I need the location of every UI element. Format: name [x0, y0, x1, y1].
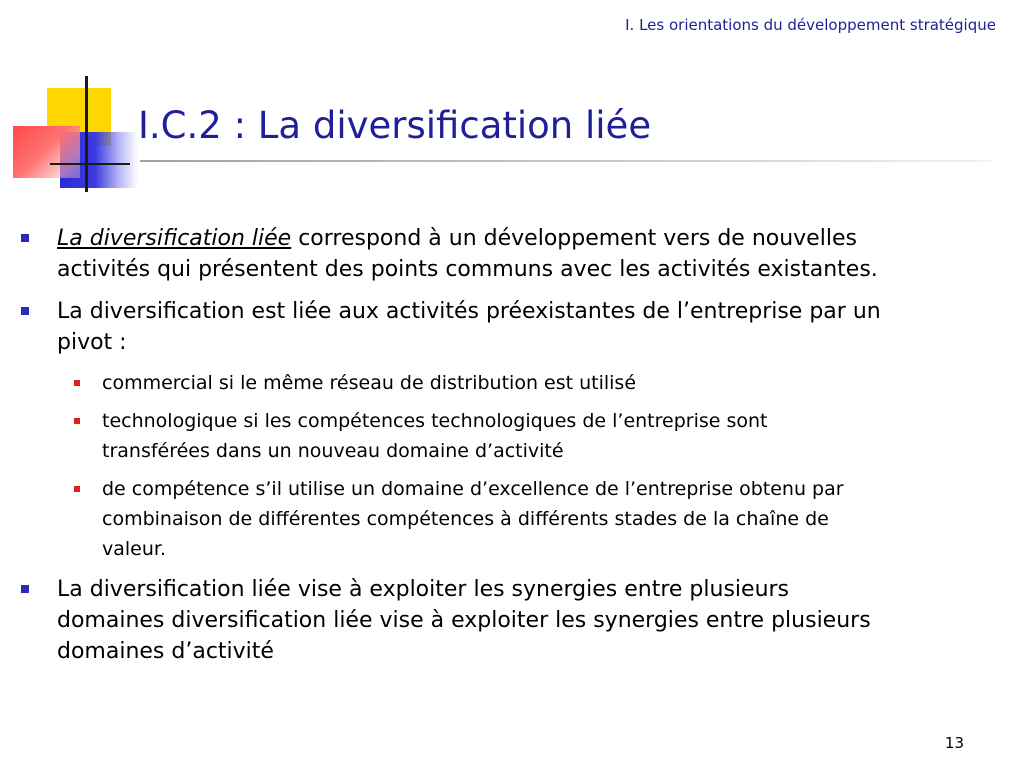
- bullet-square-icon: [21, 307, 29, 315]
- sub-bullet-3-line-1: de compétence s’il utilise un domaine d’excellence de l’entreprise obtenu par: [102, 478, 844, 500]
- bullet-1-line-2: activités qui présentent des points communs avec les activités existantes.: [57, 257, 878, 282]
- sub-bullet-1-line-1: commercial si le même réseau de distribution est utilisé: [102, 372, 637, 394]
- section-header: I. Les orientations du développement stratégique: [625, 16, 996, 34]
- bullet-3-line-1: La diversification liée vise à exploiter les synergies entre plusieurs: [57, 577, 790, 602]
- sub-bullet-square-icon: [74, 418, 80, 424]
- defined-term: La diversification liée: [57, 226, 292, 251]
- bullet-item-1: [57, 223, 992, 285]
- bullet-item-2: [57, 296, 992, 358]
- slide-title: I.C.2 : La diversification liée: [138, 104, 652, 147]
- sub-bullet-item-1: [102, 368, 992, 398]
- sub-bullet-item-3: [102, 474, 992, 564]
- bullet-3-line-3: domaines d’activité: [57, 639, 274, 664]
- sub-bullet-2-line-1: technologique si les compétences technologiques de l’entreprise sont: [102, 410, 768, 432]
- bullet-2-line-1: La diversification est liée aux activités préexistantes de l’entreprise par un: [57, 299, 881, 324]
- bullet-item-3: [57, 574, 992, 667]
- bullet-square-icon: [21, 234, 29, 242]
- sub-bullet-3-line-3: valeur.: [102, 538, 167, 560]
- sub-bullet-square-icon: [74, 380, 80, 386]
- bullet-square-icon: [21, 585, 29, 593]
- sub-bullet-square-icon: [74, 486, 80, 492]
- sub-bullet-3-line-2: combinaison de différentes compétences à différents stades de la chaîne de: [102, 508, 829, 530]
- page-number: 13: [944, 734, 964, 752]
- sub-bullet-2-line-2: transférées dans un nouveau domaine d’activité: [102, 440, 564, 462]
- bullet-3-line-2: domaines diversification liée vise à exploiter les synergies entre plusieurs: [57, 608, 871, 633]
- bullet-1-line-1-rest: correspond à un développement vers de nouvelles: [291, 226, 857, 251]
- sub-bullet-item-2: [102, 406, 992, 466]
- bullet-2-line-2: pivot :: [57, 330, 127, 355]
- bullet-1-line-1: [57, 223, 992, 254]
